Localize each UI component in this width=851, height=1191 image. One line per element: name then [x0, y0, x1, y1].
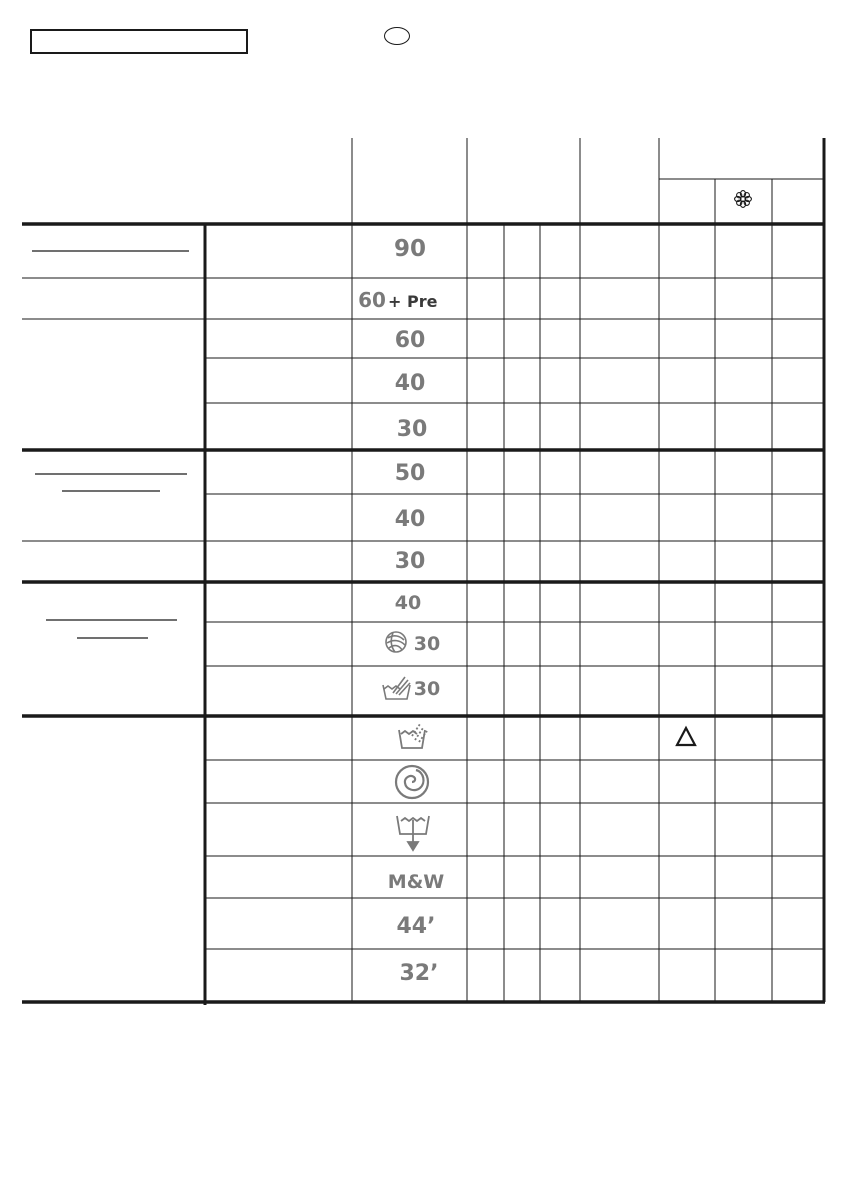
program-label: 40: [394, 592, 422, 614]
program-label: M&W: [387, 871, 445, 893]
program-label: 32’: [399, 961, 439, 986]
rinse-shower-icon: [399, 724, 427, 748]
warning-triangle-icon: [677, 728, 695, 745]
program-label: 30: [394, 549, 426, 574]
program-label: 40: [394, 371, 426, 396]
spin-spiral-icon: [396, 766, 428, 798]
program-label-suffix: + Pre: [388, 292, 438, 311]
hand-wash-icon: [383, 677, 410, 699]
program-label: 30: [396, 417, 428, 442]
program-label: 44’: [396, 914, 436, 939]
program-label: 90: [393, 236, 427, 262]
program-label: 60: [394, 328, 426, 353]
wool-icon: [386, 632, 406, 652]
flower-icon: [735, 191, 752, 208]
program-label: 30: [413, 633, 441, 655]
drain-icon: [397, 816, 429, 850]
program-label: 60: [358, 288, 386, 312]
program-label: 40: [394, 507, 426, 532]
program-label: 50: [394, 461, 426, 486]
program-label: 30: [413, 678, 441, 700]
